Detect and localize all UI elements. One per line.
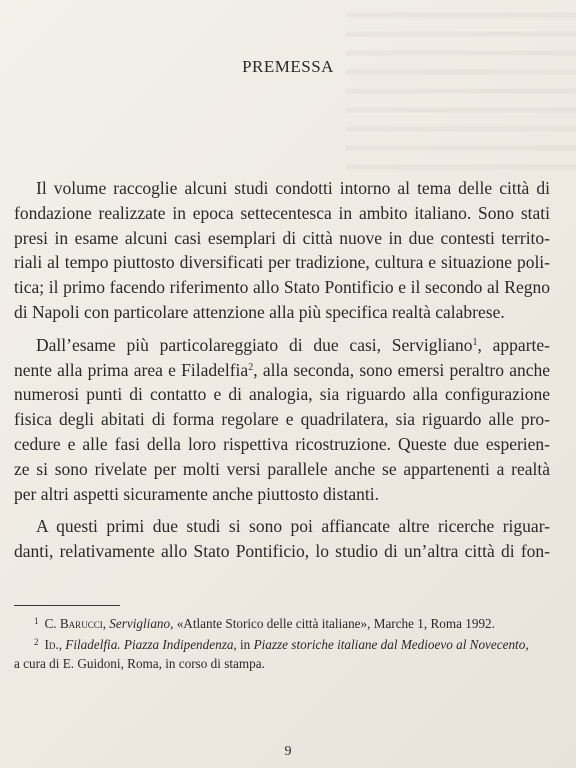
paragraph-2 (14, 333, 550, 507)
footnote-mid: , in (233, 637, 254, 652)
footnote-ref: 1 (472, 336, 478, 348)
footnote-number: 2 (34, 637, 39, 647)
text-line: di Napoli con particolare attenzione alla più specifica realtà calabrese. (14, 301, 505, 322)
page-number: 9 (284, 744, 292, 759)
text-line: fondazione realizzate in epoca settecentesca in ambito italiano. Sono stati (14, 202, 550, 223)
text-line (14, 333, 550, 358)
text-fragment: nente alla prima area e Filadelfia (14, 359, 249, 380)
footnote-number: 1 (34, 616, 39, 626)
text-fragment: , apparte- (477, 334, 550, 355)
text-line: riali al tempo piuttosto diversificati per tradizione, cultura e situazione poli- (14, 252, 550, 273)
text-line: cedure e alle fasi della loro rispettiva ricostruzione. Queste due esperien- (14, 433, 550, 454)
text-line (14, 358, 550, 383)
text-line: Il volume raccoglie alcuni studi condotti intorno al tema delle città di (36, 178, 550, 198)
footnote-work: Filadelfia. Piazza Indipendenza (65, 637, 234, 652)
paragraph-1 (14, 176, 550, 325)
text-fragment: Dall’esame più particolareggiato di due casi, Servigliano (36, 334, 473, 355)
footnote-separator (14, 605, 120, 606)
text-line: numerosi punti di contatto e di analogia, sia riguardo alla configurazione (14, 384, 550, 405)
footnote-separator-text: , (58, 637, 66, 652)
footnote-2-continued: a cura di E. Guidoni, Roma, in corso di stampa. (14, 656, 265, 671)
paragraph-3 (14, 514, 550, 564)
footnote-author: Id. (44, 637, 59, 652)
text-line: presi in esame alcuni casi esemplari di città nuove in due contesti territo- (14, 227, 550, 248)
footnote-2 (14, 633, 550, 654)
text-line: per altri aspetti sicuramente anche piuttosto distanti. (14, 483, 379, 504)
text-line: danti, relativamente allo Stato Pontificio, lo studio di un’altra città di fon- (14, 541, 550, 562)
footnote-end: , (525, 637, 529, 652)
footnotes (14, 612, 550, 673)
footnote-rest: , «Atlante Storico delle città italiane», Marche 1, Roma 1992. (170, 616, 495, 631)
text-fragment: , alla seconda, sono emersi peraltro anche (253, 359, 551, 380)
footnote-work: Servigliano (109, 616, 171, 631)
text-line: A questi primi due studi si sono poi affiancate altre ricerche riguar- (36, 516, 550, 537)
text-line: fisica degli abitati di forma regolare e quadrilatera, sia riguardo alle pro- (14, 409, 550, 430)
footnote-separator-text: , (102, 616, 110, 631)
text-line: ze si sono rivelate per molti versi parallele anche se appartenenti a realtà (14, 458, 550, 479)
text-line: tica; il primo facendo riferimento allo Stato Pontificio e il secondo al Regno (14, 277, 550, 298)
footnote-author: C. Barucci (44, 616, 103, 631)
footnote-ref: 2 (248, 361, 254, 373)
footnote-1 (14, 612, 550, 633)
main-text (14, 176, 550, 564)
show-through-texture (346, 0, 576, 175)
page-title: PREMESSA (242, 57, 334, 76)
footnote-collection: Piazze storiche italiane dal Medioevo al Novecento (253, 637, 526, 652)
